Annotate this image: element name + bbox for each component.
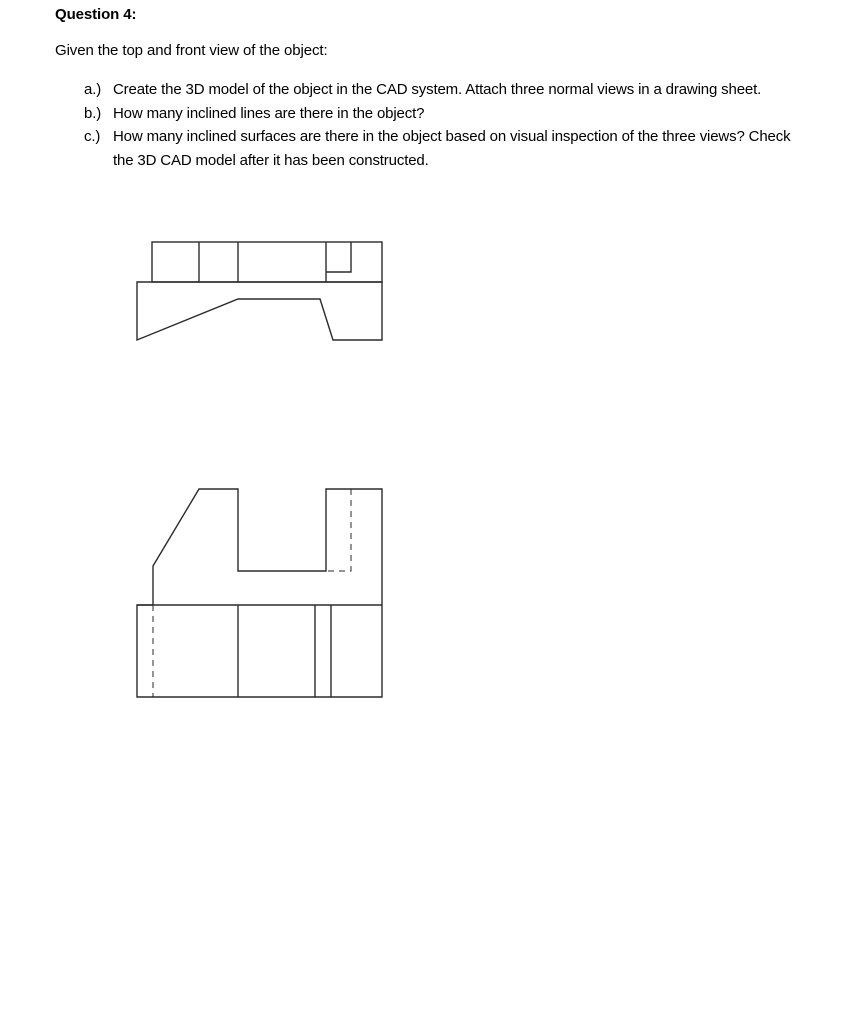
question-item-text: Create the 3D model of the object in the CAD system. Attach three normal views in a drawing sheet. [113,81,762,98]
question-item-text: How many inclined surfaces are there in the object based on visual inspection of the three views? Check the 3D CAD model after it has been constructed. [113,128,791,169]
question-item-text: How many inclined lines are there in the object? [113,104,425,122]
question-item-marker: b.) [84,104,102,122]
upper-view-notch [326,242,351,272]
question-item-marker: a.) [84,81,102,98]
question-heading: Question 4: [55,6,137,23]
hidden-line [326,489,351,571]
lower-view [137,489,382,697]
upper-view [137,242,382,340]
question-item-marker: c.) [84,128,101,145]
question-intro: Given the top and front view of the object: [55,42,328,59]
upper-view-top-band [152,242,382,282]
lower-view-outline [137,489,382,697]
upper-view-lower-outline [137,282,382,340]
